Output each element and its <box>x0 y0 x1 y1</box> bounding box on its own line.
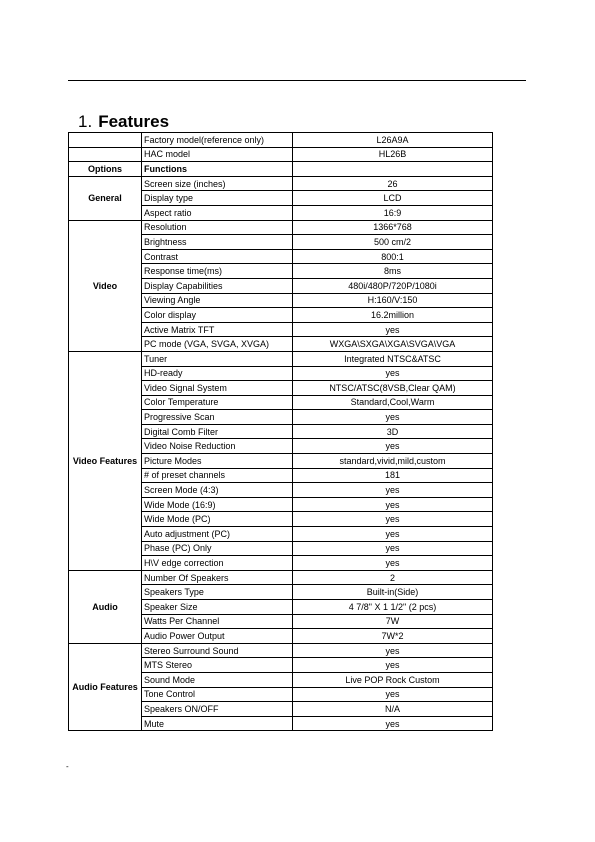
empty-cell <box>293 162 493 177</box>
row-label: Video Signal System <box>142 381 293 396</box>
row-value: 2 <box>293 570 493 585</box>
group-label: Audio Features <box>69 643 142 731</box>
row-label: H\V edge correction <box>142 556 293 571</box>
row-value: yes <box>293 497 493 512</box>
table-row <box>69 176 493 191</box>
row-label: Viewing Angle <box>142 293 293 308</box>
table-row <box>69 133 493 148</box>
row-value: standard,vivid,mild,custom <box>293 454 493 469</box>
row-value: yes <box>293 439 493 454</box>
row-label: Response time(ms) <box>142 264 293 279</box>
row-label: HAC model <box>142 147 293 162</box>
row-value: yes <box>293 658 493 673</box>
row-label: Audio Power Output <box>142 629 293 644</box>
row-label: Picture Modes <box>142 454 293 469</box>
row-label: Mute <box>142 716 293 731</box>
row-value: yes <box>293 716 493 731</box>
header-row <box>69 162 493 177</box>
top-rule <box>68 80 526 81</box>
row-label: Auto adjustment (PC) <box>142 527 293 542</box>
row-label: HD-ready <box>142 366 293 381</box>
row-label: Wide Mode (PC) <box>142 512 293 527</box>
row-value: yes <box>293 527 493 542</box>
row-value: 7W*2 <box>293 629 493 644</box>
row-label: Progressive Scan <box>142 410 293 425</box>
row-value: 16:9 <box>293 205 493 220</box>
row-label: Display Capabilities <box>142 278 293 293</box>
row-label: Digital Comb Filter <box>142 424 293 439</box>
row-value: yes <box>293 410 493 425</box>
row-label: Speakers ON/OFF <box>142 702 293 717</box>
table-row <box>69 570 493 585</box>
row-value: Standard,Cool,Warm <box>293 395 493 410</box>
row-value: H:160/V:150 <box>293 293 493 308</box>
empty-cell <box>69 147 142 162</box>
row-value: 4 7/8" X 1 1/2" (2 pcs) <box>293 600 493 615</box>
row-value: 500 cm/2 <box>293 235 493 250</box>
row-value: yes <box>293 483 493 498</box>
row-value: Integrated NTSC&ATSC <box>293 351 493 366</box>
row-value: yes <box>293 366 493 381</box>
row-value: yes <box>293 541 493 556</box>
row-value: NTSC/ATSC(8VSB,Clear QAM) <box>293 381 493 396</box>
row-label: # of preset channels <box>142 468 293 483</box>
row-label: Color Temperature <box>142 395 293 410</box>
row-label: MTS Stereo <box>142 658 293 673</box>
options-header: Options <box>69 162 142 177</box>
row-value: yes <box>293 322 493 337</box>
row-label: Stereo Surround Sound <box>142 643 293 658</box>
table-row <box>69 147 493 162</box>
row-label: Watts Per Channel <box>142 614 293 629</box>
features-table-body <box>69 133 493 731</box>
row-value: 3D <box>293 424 493 439</box>
footer-mark: - <box>66 762 69 771</box>
table-row <box>69 220 493 235</box>
row-label: Sound Mode <box>142 672 293 687</box>
row-value: 480i/480P/720P/1080i <box>293 278 493 293</box>
row-value: HL26B <box>293 147 493 162</box>
row-value: 1366*768 <box>293 220 493 235</box>
row-label: Active Matrix TFT <box>142 322 293 337</box>
row-label: Display type <box>142 191 293 206</box>
row-label: Color display <box>142 308 293 323</box>
row-value: 26 <box>293 176 493 191</box>
row-value: 16.2million <box>293 308 493 323</box>
group-label: General <box>69 176 142 220</box>
group-label: Video Features <box>69 351 142 570</box>
group-label: Audio <box>69 570 142 643</box>
table-row <box>69 643 493 658</box>
row-label: Tone Control <box>142 687 293 702</box>
row-value: yes <box>293 643 493 658</box>
row-label: Video Noise Reduction <box>142 439 293 454</box>
functions-header: Functions <box>142 162 293 177</box>
row-label: Tuner <box>142 351 293 366</box>
row-label: Brightness <box>142 235 293 250</box>
row-value: yes <box>293 687 493 702</box>
row-value: 181 <box>293 468 493 483</box>
row-value: WXGA\SXGA\XGA\SVGA\VGA <box>293 337 493 352</box>
row-label: PC mode (VGA, SVGA, XVGA) <box>142 337 293 352</box>
row-value: LCD <box>293 191 493 206</box>
row-label: Contrast <box>142 249 293 264</box>
section-title: Features <box>98 112 170 131</box>
group-label: Video <box>69 220 142 351</box>
table-row <box>69 351 493 366</box>
features-table <box>68 132 493 731</box>
empty-cell <box>69 133 142 148</box>
row-label: Resolution <box>142 220 293 235</box>
section-number: 1. <box>78 112 93 131</box>
row-value: Built-in(Side) <box>293 585 493 600</box>
row-label: Wide Mode (16:9) <box>142 497 293 512</box>
row-label: Speakers Type <box>142 585 293 600</box>
row-value: yes <box>293 556 493 571</box>
row-label: Factory model(reference only) <box>142 133 293 148</box>
row-value: L26A9A <box>293 133 493 148</box>
row-value: 7W <box>293 614 493 629</box>
row-value: 800:1 <box>293 249 493 264</box>
row-value: 8ms <box>293 264 493 279</box>
row-value: Live POP Rock Custom <box>293 672 493 687</box>
row-label: Screen size (inches) <box>142 176 293 191</box>
row-label: Aspect ratio <box>142 205 293 220</box>
row-value: yes <box>293 512 493 527</box>
row-label: Screen Mode (4:3) <box>142 483 293 498</box>
row-label: Number Of Speakers <box>142 570 293 585</box>
row-value: N/A <box>293 702 493 717</box>
row-label: Speaker Size <box>142 600 293 615</box>
section-heading <box>78 112 169 132</box>
row-label: Phase (PC) Only <box>142 541 293 556</box>
